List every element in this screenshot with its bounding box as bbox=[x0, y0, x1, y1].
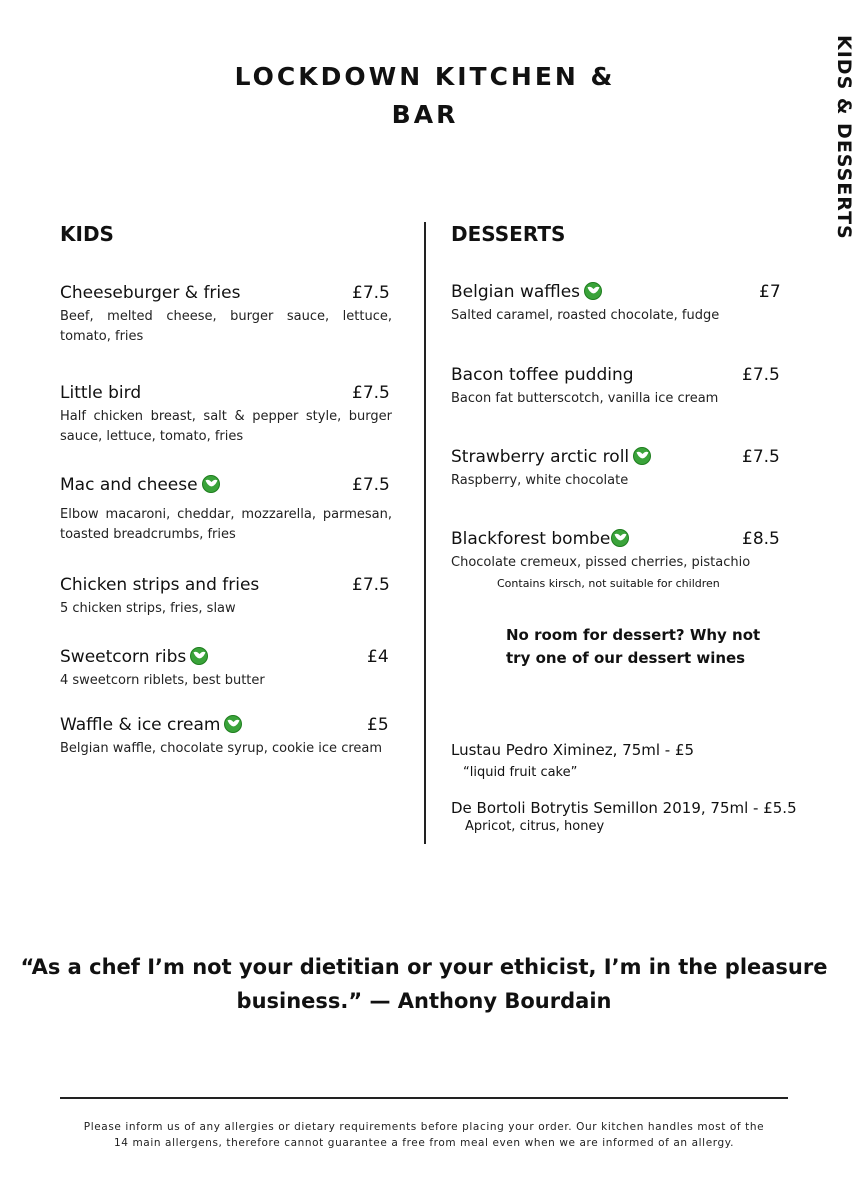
item-name bbox=[60, 715, 242, 735]
side-section-label: KIDS & DESSERTS bbox=[833, 35, 855, 240]
vegetarian-leaf-icon bbox=[611, 529, 629, 547]
vegetarian-leaf-icon bbox=[190, 647, 208, 665]
item-price: £7.5 bbox=[352, 283, 390, 303]
item-description: Chocolate cremeux, pissed cherries, pistachio bbox=[451, 555, 751, 570]
item-price: £7.5 bbox=[352, 383, 390, 403]
item-name: Cheeseburger & fries bbox=[60, 283, 241, 303]
wine-note: Apricot, citrus, honey bbox=[465, 819, 605, 834]
vegetarian-leaf-icon bbox=[584, 282, 602, 300]
item-price: £7 bbox=[759, 282, 781, 302]
item-name-text: Strawberry arctic roll bbox=[451, 447, 630, 467]
item-name: Chicken strips and fries bbox=[60, 575, 260, 595]
wine-item: Lustau Pedro Ximinez, 75ml - £5 bbox=[451, 741, 695, 759]
vegetarian-leaf-icon bbox=[224, 715, 242, 733]
item-price: £4 bbox=[367, 647, 389, 667]
item-price: £5 bbox=[367, 715, 389, 735]
item-name bbox=[60, 475, 220, 495]
vegetarian-leaf-icon bbox=[202, 475, 220, 493]
item-description: Belgian waffle, chocolate syrup, cookie ice cream bbox=[60, 741, 383, 756]
item-price: £8.5 bbox=[742, 529, 780, 549]
item-name-text: Mac and cheese bbox=[60, 475, 198, 495]
allergy-note: Contains kirsch, not suitable for children bbox=[497, 577, 720, 590]
dessert-wine-prompt: No room for dessert? Why not try one of our dessert wines bbox=[506, 626, 761, 667]
item-name-text: Waffle & ice cream bbox=[60, 715, 221, 735]
kids-heading: KIDS bbox=[60, 222, 114, 246]
item-description: 5 chicken strips, fries, slaw bbox=[60, 601, 236, 616]
item-name-text: Belgian waffles bbox=[451, 282, 581, 302]
item-name bbox=[451, 282, 602, 302]
item-name: Little bird bbox=[60, 383, 142, 403]
item-description: Half chicken breast, salt & pepper style, burger sauce, lettuce, tomato, fries bbox=[60, 409, 392, 444]
vegetarian-leaf-icon bbox=[633, 447, 651, 465]
item-description: Salted caramel, roasted chocolate, fudge bbox=[451, 308, 720, 323]
item-name-text: Blackforest bombe bbox=[451, 529, 611, 549]
item-name-text: Sweetcorn ribs bbox=[60, 647, 187, 667]
desserts-heading: DESSERTS bbox=[451, 222, 566, 246]
item-description: Raspberry, white chocolate bbox=[451, 473, 629, 488]
item-name bbox=[60, 647, 208, 667]
footer-divider bbox=[60, 1097, 788, 1099]
item-price: £7.5 bbox=[352, 575, 390, 595]
chef-quote: “As a chef I’m not your dietitian or your ethicist, I’m in the pleasure business.” — Anthony Bourdain bbox=[20, 955, 828, 1013]
menu-title bbox=[200, 58, 650, 134]
menu-title-line1: LOCKDOWN KITCHEN & bbox=[234, 62, 616, 91]
item-name: Bacon toffee pudding bbox=[451, 365, 634, 385]
item-name bbox=[451, 447, 651, 467]
item-name bbox=[451, 529, 629, 549]
wine-item: De Bortoli Botrytis Semillon 2019, 75ml - £5.5 bbox=[451, 799, 797, 817]
item-description: Beef, melted cheese, burger sauce, lettuce, tomato, fries bbox=[60, 309, 392, 344]
item-description: Bacon fat butterscotch, vanilla ice cream bbox=[451, 391, 719, 406]
item-price: £7.5 bbox=[742, 365, 780, 385]
item-price: £7.5 bbox=[352, 475, 390, 495]
item-price: £7.5 bbox=[742, 447, 780, 467]
allergy-disclaimer: Please inform us of any allergies or dietary requirements before placing your order. Our kitchen handles most of the 14 main allergens, therefore cannot guarantee a free from meal even when we are informed of an allergy. bbox=[83, 1121, 765, 1149]
item-description: Elbow macaroni, cheddar, mozzarella, parmesan, toasted breadcrumbs, fries bbox=[60, 507, 392, 542]
item-description: 4 sweetcorn riblets, best butter bbox=[60, 673, 265, 688]
column-divider bbox=[424, 222, 426, 844]
wine-note: “liquid fruit cake” bbox=[463, 765, 578, 780]
menu-title-line2: BAR bbox=[391, 100, 459, 129]
